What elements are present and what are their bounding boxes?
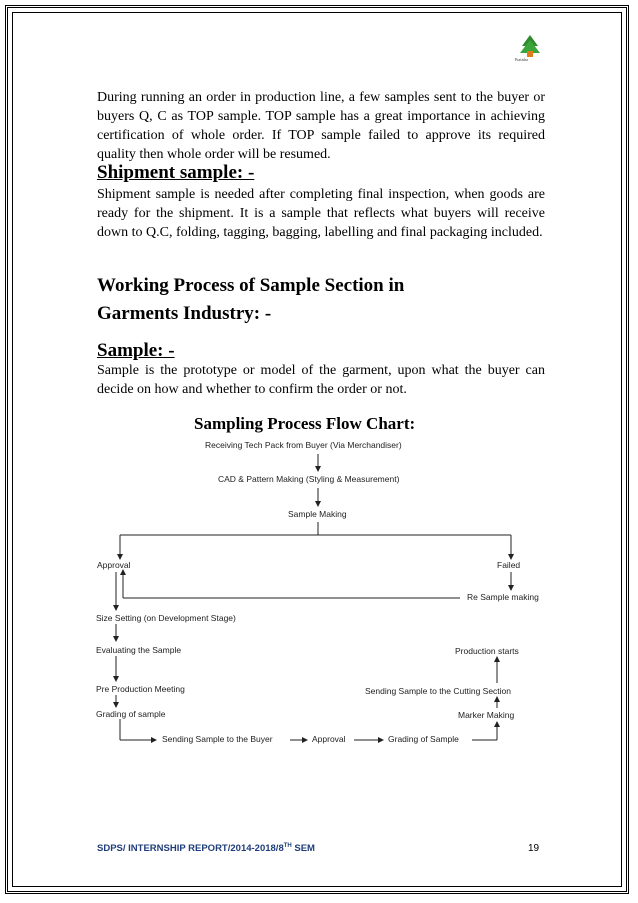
footer-sup: TH (283, 843, 292, 849)
flow-failed: Failed (497, 560, 521, 570)
flow-size-setting: Size Setting (on Development Stage) (96, 613, 236, 623)
flow-sending-buyer: Sending Sample to the Buyer (162, 734, 273, 744)
working-heading-line2: Garments Industry: - (97, 303, 272, 324)
flow-approval-2: Approval (312, 734, 346, 744)
flow-approval: Approval (97, 560, 131, 570)
flow-grading: Grading of sample (96, 709, 166, 719)
sample-heading: Sample: - (97, 340, 175, 361)
page-number: 19 (528, 843, 540, 854)
footer-sem: SEM (291, 843, 315, 855)
footer-main: SDPS/ INTERNSHIP REPORT/2014-2018/8 (97, 843, 284, 855)
flow-production: Production starts (455, 646, 519, 656)
flow-sample-making: Sample Making (288, 509, 347, 519)
footer-text (97, 843, 315, 854)
flow-pre-production: Pre Production Meeting (96, 684, 185, 694)
flow-evaluating: Evaluating the Sample (96, 645, 182, 655)
shipment-heading: Shipment sample: - (97, 162, 255, 183)
flow-cad: CAD & Pattern Making (Styling & Measurement) (218, 474, 400, 484)
chart-title: Sampling Process Flow Chart: (194, 414, 416, 433)
flow-grading-2: Grading of Sample (388, 734, 459, 744)
flow-cutting: Sending Sample to the Cutting Section (365, 686, 512, 696)
flow-re-sample: Re Sample making (467, 592, 539, 602)
flow-marker: Marker Making (458, 710, 515, 720)
top-sample-paragraph: During running an order in production line, a few samples sent to the buyer or buyers Q, C as TOP sample. TOP sample has a great importance in achieving certification of whole order. If TOP sample failed to approve its required quality then whole order will be resumed. (97, 90, 545, 162)
logo-text: Pratisha (515, 57, 528, 62)
flow-receiving: Receiving Tech Pack from Buyer (Via Merchandiser) (205, 440, 402, 450)
sample-paragraph: Sample is the prototype or model of the garment, upon what the buyer can decide on how and whether to confirm the order or not. (97, 363, 545, 397)
shipment-paragraph: Shipment sample is needed after completing final inspection, when goods are ready for the shipment. It is a sample that reflects what buyers will receive down to Q.C, folding, tagging, bagging, labelling and final packaging included. (97, 187, 545, 240)
working-heading-line1: Working Process of Sample Section in (97, 275, 405, 296)
